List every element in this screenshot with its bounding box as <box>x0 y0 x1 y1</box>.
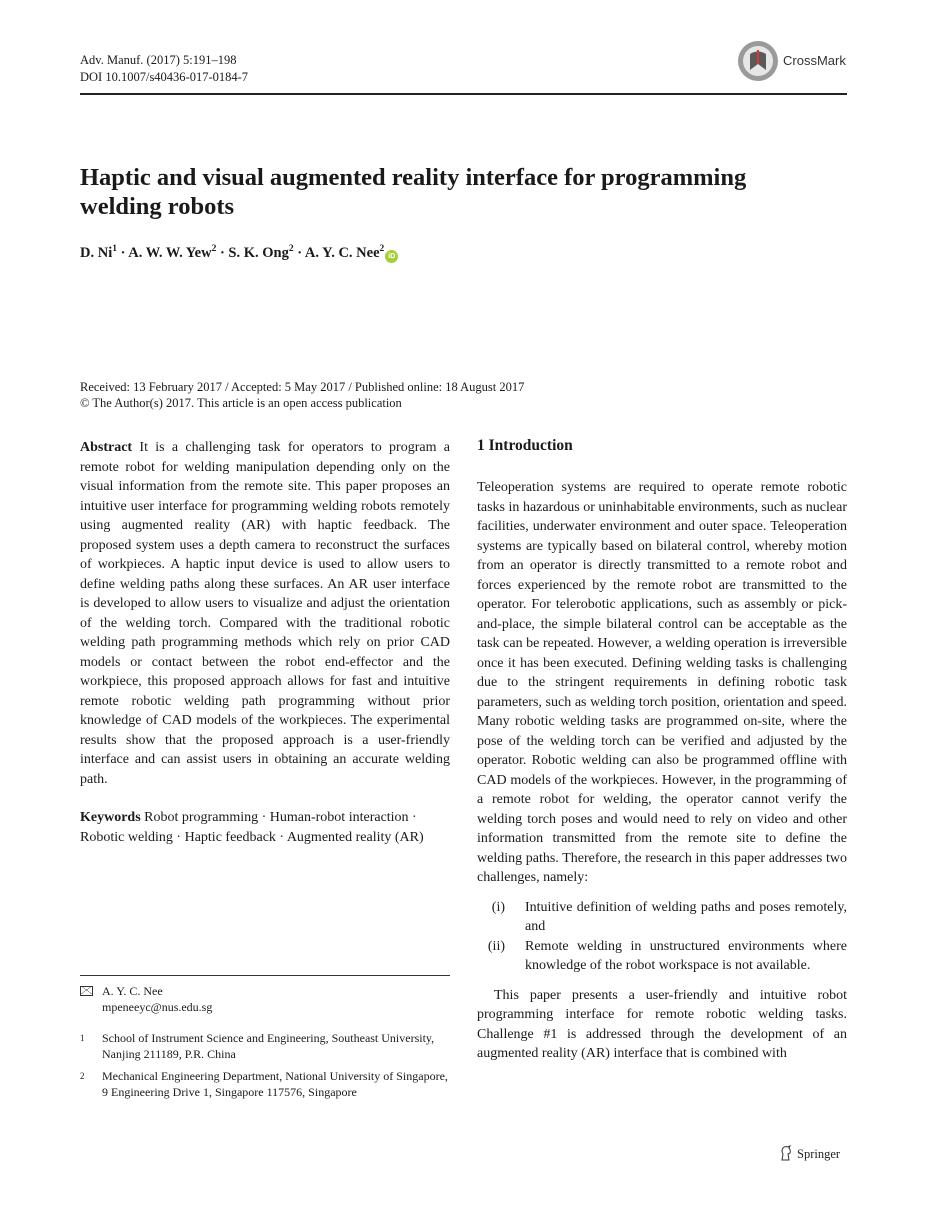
affiliation-2 <box>80 1068 450 1100</box>
doi: DOI 10.1007/s40436-017-0184-7 <box>80 70 249 84</box>
corresponding-email[interactable]: mpeneeyc@nus.edu.sg <box>102 1000 213 1014</box>
intro-paragraph-1: Teleoperation systems are required to operate remote robotic tasks in hazardous or uninhabitable environments, such as nuclear facilities, underwater environment and outer space. Teleoperation systems are typically based on bilateral control, whereby motion from an operator is directly transmitted to a remote robot and forces experienced by the remote robot are transmitted to the operator. For telerobotic applications, such as assembly or pick-and-place, the simple bilateral control can be acceptable as the task can be repeated. However, a welding operation is irreversible once it has been executed. Defining welding tasks is challenging due to the stringent requirements in defining robotic task parameters, such as welding torch position, orientation and speed. Many robotic welding tasks are programmed on-site, where the pose of the welding torch can be verified and adjusted by the operator. Robotic welding can also be programmed offline with CAD models of the workpieces. However, in the programming of a remote robot for welding, the operator cannot verify the welding torch poses and would need to rely on video and other information transmitted from the remote site to define the welding paths. Therefore, the research in this paper addresses two challenges, namely: <box>477 480 847 885</box>
author-separator: · <box>293 245 305 261</box>
publisher-name: Springer <box>797 1147 841 1161</box>
header-rule <box>80 93 847 95</box>
author-affiliation-mark: 2 <box>379 244 385 254</box>
affiliation-text: School of Instrument Science and Engineering, Southeast University, Nanjing 211189, P.R. China <box>102 1031 435 1061</box>
crossmark-icon <box>737 40 779 82</box>
crossmark-badge[interactable] <box>737 40 847 82</box>
list-text: Remote welding in unstructured environments where knowledge of the robot workspace is not available. <box>525 938 847 973</box>
author-separator: · <box>216 245 229 261</box>
author-list <box>80 244 398 263</box>
author-affiliation-mark: 2 <box>211 244 217 254</box>
corresponding-author <box>80 983 450 1015</box>
list-item <box>477 898 847 937</box>
abstract-text: It is a challenging task for operators to program a remote robot for welding manipulation depending only on the visual information from the remote site. This paper proposes an intuitive user interface for programming welding robots remotely using augmented reality (AR) with haptic feedback. The proposed system uses a depth camera to reconstruct the surfaces of workpieces. A haptic input device is used to allow users to define welding paths along these surfaces. An AR user interface is developed to allow users to visualize and adjust the orientation of the welding torch. Compared with the traditional robotic welding path programming methods which rely on prior CAD models or contact between the robot end-effector and the workpiece, this proposed approach allows for fast and intuitive remote robotic welding path programming without prior knowledge of CAD models of the workpieces. The experimental results show that the proposed approach is a user-friendly interface and can assist users in obtaining an accurate welding path. <box>80 440 450 787</box>
author-name: D. Ni <box>80 245 113 261</box>
abstract <box>80 438 450 789</box>
author-name: A. Y. C. Nee <box>304 245 380 261</box>
publisher-footer <box>779 1145 840 1162</box>
author-name: A. W. W. Yew <box>128 245 212 261</box>
keywords-label: Keywords <box>80 810 141 825</box>
author-affiliation-mark: 1 <box>112 244 117 254</box>
journal-header <box>80 52 248 86</box>
received-accepted-published: Received: 13 February 2017 / Accepted: 5 May 2017 / Published online: 18 August 2017 <box>80 380 525 394</box>
affiliation-mark: 2 <box>80 1071 85 1081</box>
crossmark-label: CrossMark <box>783 53 846 68</box>
affiliation-1 <box>80 1030 450 1062</box>
affiliation-mark: 1 <box>80 1033 85 1043</box>
left-column <box>80 438 450 847</box>
author-affiliation-mark: 2 <box>288 244 294 254</box>
right-column <box>477 478 847 1064</box>
list-item <box>477 937 847 976</box>
keywords-text: Robot programming · Human-robot interaction · Robotic welding · Haptic feedback · Augmented reality (AR) <box>80 810 424 845</box>
affiliation-text: Mechanical Engineering Department, National University of Singapore, 9 Engineering Drive 1, Singapore 117576, Singapore <box>102 1069 448 1099</box>
keywords <box>80 808 450 847</box>
list-number: (i) <box>491 899 505 915</box>
section-heading: 1 Introduction <box>477 437 573 454</box>
list-text: Intuitive definition of welding paths and poses remotely, and <box>525 899 847 934</box>
springer-horse-icon <box>779 1145 793 1161</box>
paper-title: Haptic and visual augmented reality interface for programming welding robots <box>80 164 747 220</box>
corresponding-name: A. Y. C. Nee <box>102 984 163 998</box>
journal-citation: Adv. Manuf. (2017) 5:191–198 <box>80 53 237 67</box>
abstract-label: Abstract <box>80 440 133 455</box>
orcid-icon[interactable]: iD <box>385 250 398 263</box>
challenge-list <box>477 898 847 976</box>
list-number: (ii) <box>487 938 505 954</box>
footnote-rule <box>80 975 450 976</box>
publication-dates <box>80 379 524 411</box>
author-name: S. K. Ong <box>228 245 289 261</box>
copyright-line: © The Author(s) 2017. This article is an open access publication <box>80 396 402 410</box>
author-separator: · <box>116 245 129 261</box>
intro-paragraph-2: This paper presents a user-friendly and intuitive robot programming interface for remote robotic welding tasks. Challenge #1 is addressed through the development of an augmented reality (AR) interface that is combined with <box>477 987 847 1061</box>
envelope-icon <box>80 986 93 996</box>
